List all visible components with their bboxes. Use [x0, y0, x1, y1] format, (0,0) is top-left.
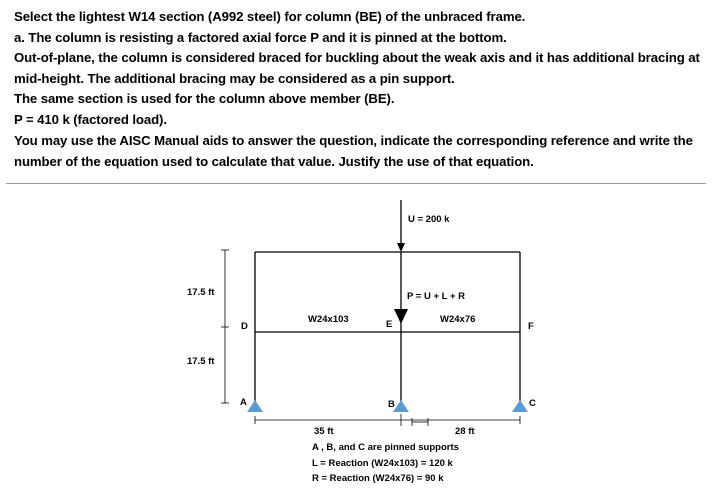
- height-bottom-label: 17.5 ft: [187, 356, 215, 367]
- beam-right-label: W24x76: [440, 314, 476, 325]
- problem-line-1: Select the lightest W14 section (A992 steel) for column (BE) of the unbraced frame.: [14, 9, 526, 24]
- support-b-icon: [393, 400, 409, 412]
- support-b-label: B: [388, 399, 395, 410]
- span-left-label: 35 ft: [314, 426, 334, 437]
- note-reaction-l: L = Reaction (W24x103) = 120 k: [312, 458, 453, 469]
- node-f-label: F: [528, 321, 534, 332]
- support-c-label: C: [529, 398, 536, 409]
- beam-left-label: W24x103: [308, 314, 349, 325]
- node-e-label: E: [386, 319, 393, 330]
- load-u-arrow: [397, 200, 405, 252]
- span-right-label: 28 ft: [455, 426, 475, 437]
- support-c-icon: [512, 400, 528, 412]
- problem-line-5: P = 410 k (factored load).: [14, 112, 167, 127]
- problem-line-4: The same section is used for the column above member (BE).: [14, 91, 395, 106]
- node-d-label: D: [241, 321, 248, 332]
- problem-line-6: You may use the AISC Manual aids to answer the question, indicate the corresponding reference and write the number of the equation used to calculate that value. Justify the use of that equation.: [14, 133, 693, 169]
- note-supports: A , B, and C are pinned supports: [312, 442, 459, 453]
- load-u-label: U = 200 k: [408, 214, 450, 225]
- support-a-label: A: [240, 397, 247, 408]
- problem-line-2: a. The column is resisting a factored axial force P and it is pinned at the bottom.: [14, 30, 507, 45]
- note-reaction-r: R = Reaction (W24x76) = 90 k: [312, 473, 444, 484]
- problem-line-3: Out-of-plane, the column is considered braced for buckling about the weak axis and it has additional bracing at mid-height. The additional bracing may be considered as a pin support.: [14, 50, 700, 86]
- left-dimension: [221, 250, 229, 403]
- load-p-label: P = U + L + R: [407, 291, 465, 302]
- height-top-label: 17.5 ft: [187, 287, 215, 298]
- load-p-arrow: [394, 309, 408, 324]
- support-a-icon: [247, 400, 263, 412]
- bottom-dimension: [255, 414, 520, 426]
